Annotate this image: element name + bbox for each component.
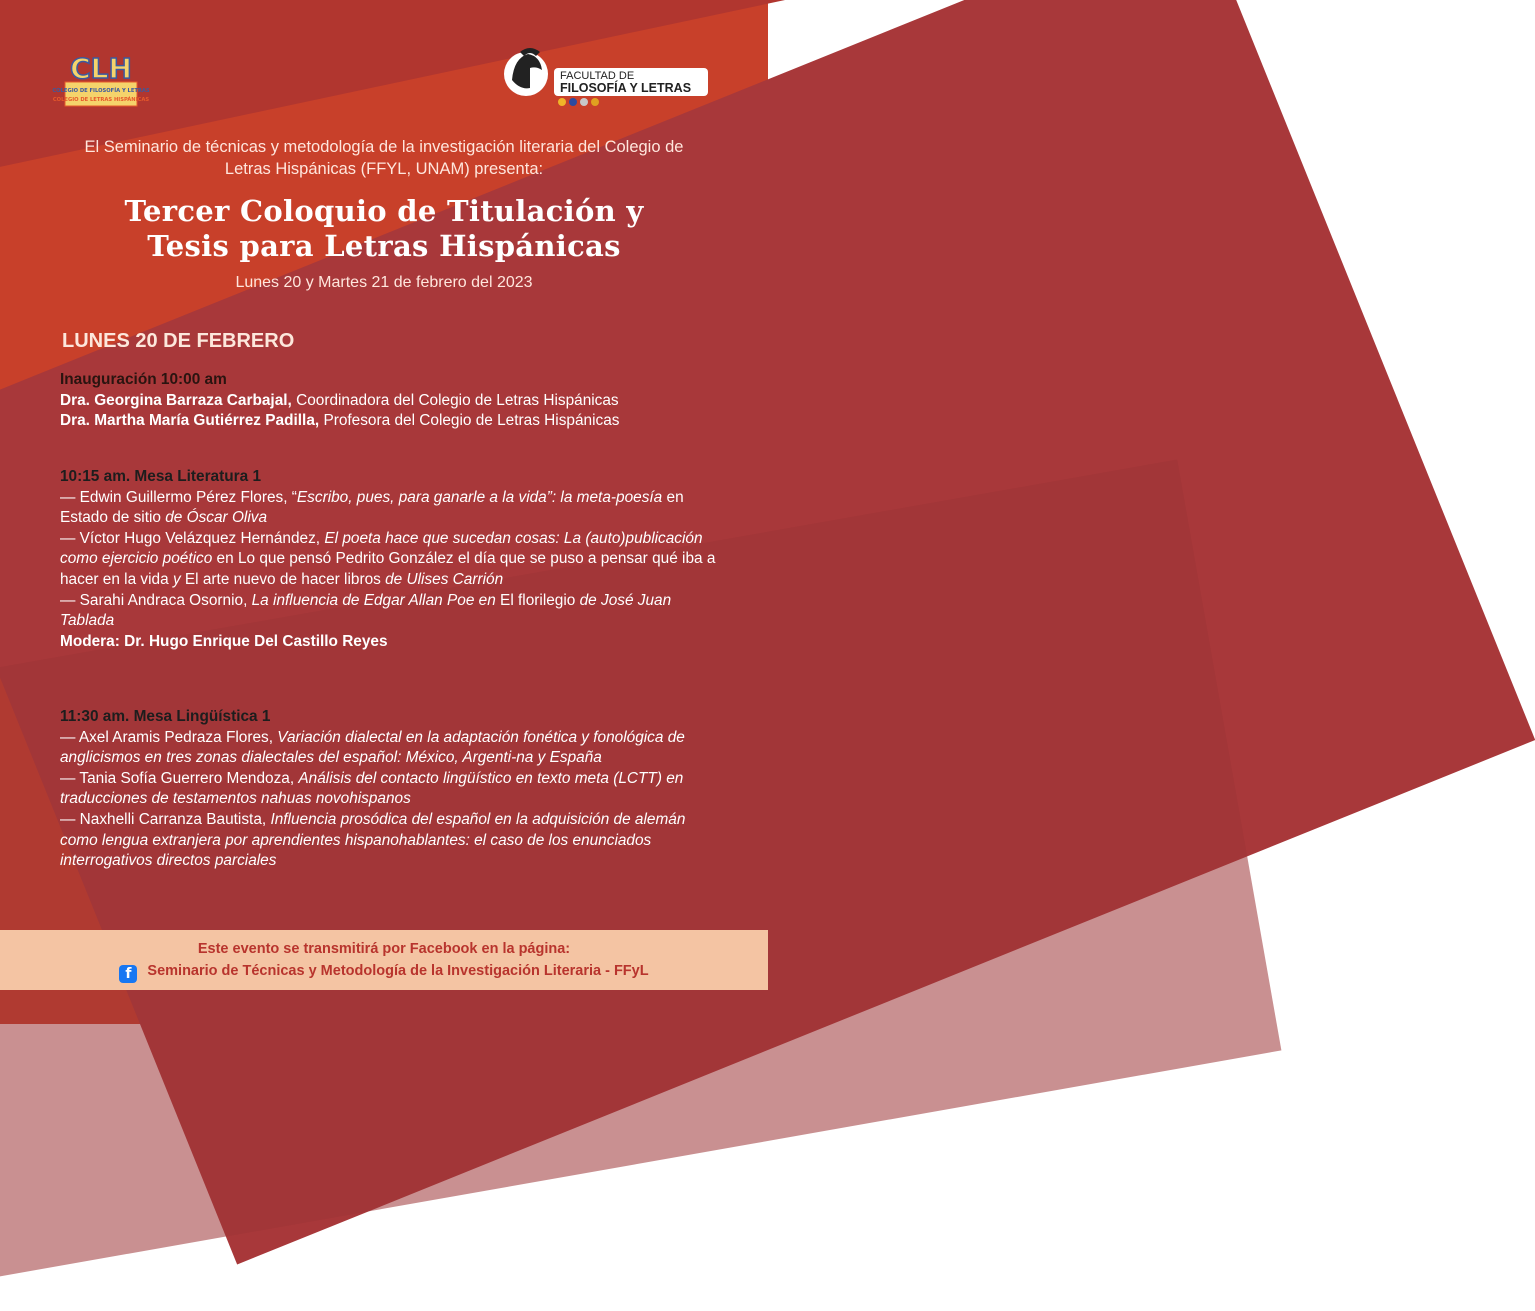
svg-text:CLH: CLH <box>70 52 132 85</box>
event-title: Tercer Coloquio de Titulación y Tesis para Letras Hispánicas <box>124 194 644 263</box>
footer-line1: Este evento se transmitirá por Facebook en la página: <box>197 941 571 957</box>
footer-line2[interactable] <box>0 963 768 983</box>
mesa-linguistica-block <box>60 707 716 872</box>
day-heading: LUNES 20 DE FEBRERO <box>62 330 295 352</box>
event-dates: Lunes 20 y Martes 21 de febrero del 2023 <box>235 274 533 291</box>
facebook-icon[interactable]: f <box>119 965 137 983</box>
svg-text:COLEGIO DE LETRAS HISPÁNICAS: COLEGIO DE LETRAS HISPÁNICAS <box>52 97 150 103</box>
talk-item: — Axel Aramis Pedraza Flores, Variación dialectal en la adaptación fonética y fonológica de anglicismos en tres zonas dialectales del español: México, Argenti-na y España <box>60 728 685 767</box>
mesa-heading: 11:30 am. Mesa Lingüística 1 <box>60 708 271 725</box>
intro-text: El Seminario de técnicas y metodología de la investigación literaria del Colegio de Letras Hispánicas (FFYL, UNAM) presenta: <box>84 138 684 178</box>
talk-item: — Sarahi Andraca Osornio, La influencia de Edgar Allan Poe en El florilegio de José Juan Tablada <box>60 591 672 630</box>
clh-logo <box>52 44 150 108</box>
athena-emblem-icon <box>504 48 548 96</box>
moderator: Modera: Dr. Hugo Enrique Del Castillo Reyes <box>60 632 388 650</box>
ffyl-logo <box>500 44 710 108</box>
facebook-page-link[interactable]: Seminario de Técnicas y Metodología de la Investigación Literaria - FFyL <box>147 963 649 979</box>
inauguration-block <box>60 370 716 432</box>
talk-item: — Naxhelli Carranza Bautista, Influencia prosódica del español en la adquisición de alemán como lengua extranjera por aprendientes hispanohablantes: el caso de los enunciados interrogativos directos parciales <box>60 810 686 870</box>
inauguration-heading: Inauguración 10:00 am <box>60 371 227 388</box>
speaker-row: Dra. Martha María Gutiérrez Padilla, Profesora del Colegio de Letras Hispánicas <box>60 412 620 430</box>
svg-text:FILOSOFÍA Y LETRAS: FILOSOFÍA Y LETRAS <box>560 81 692 95</box>
speaker-row: Dra. Georgina Barraza Carbajal, Coordinadora del Colegio de Letras Hispánicas <box>60 391 619 409</box>
talk-item: — Edwin Guillermo Pérez Flores, “Escribo, pues, para ganarle a la vida”: la meta-poesía en Estado de sitio de Óscar Oliva <box>60 488 684 527</box>
talk-item: — Víctor Hugo Velázquez Hernández, El poeta hace que sucedan cosas: La (auto)publicación como ejercicio poético en Lo que pensó Pedrito González el día que se puso a pensar qué iba a hacer en la vida y El arte nuevo de hacer libros de Ulises Carrión <box>60 529 716 588</box>
footer-banner <box>0 930 768 990</box>
talk-item: — Tania Sofía Guerrero Mendoza, Análisis del contacto lingüístico en texto meta (LCTT) en traducciones de testamentos nahuas novohispanos <box>60 769 684 808</box>
mesa-literatura-block <box>60 467 716 652</box>
mesa-heading: 10:15 am. Mesa Literatura 1 <box>60 468 262 485</box>
svg-text:FACULTAD DE: FACULTAD DE <box>560 70 635 82</box>
svg-text:COLEGIO DE FILOSOFÍA Y LETRAS: COLEGIO DE FILOSOFÍA Y LETRAS <box>52 88 150 94</box>
